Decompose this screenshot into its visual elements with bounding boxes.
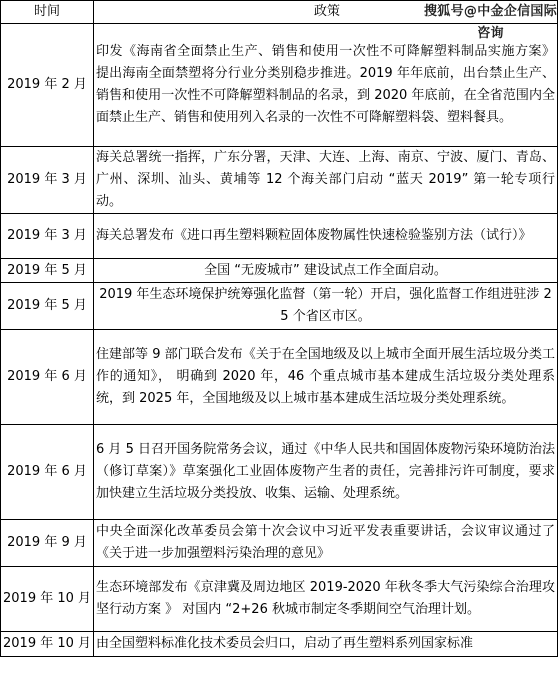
- row-policy: 由全国塑料标准化技术委员会归口，启动了再生塑料系列国家标准: [94, 632, 558, 657]
- table-row: [1, 330, 558, 425]
- row-time: 2019 年 3 月: [1, 214, 94, 259]
- header-policy: 政策: [314, 4, 341, 19]
- row-time: 2019 年 6 月: [1, 330, 94, 425]
- header-time: 时间: [1, 1, 94, 24]
- row-time: 2019 年 10 月: [1, 632, 94, 657]
- row-time: 2019 年 3 月: [1, 147, 94, 214]
- row-time: 2019 年 5 月: [1, 259, 94, 283]
- table-row: [1, 147, 558, 214]
- row-time: 2019 年 2 月: [1, 24, 94, 147]
- row-policy: 生态环境部发布《京津冀及周边地区 2019-2020 年秋冬季大气污染综合治理攻坚行动方案 》 对国内 “2+26 秋城市制定冬季期间空气治理计划。: [94, 567, 558, 632]
- row-policy: 住建部等 9 部门联合发布《关于在全国地级及以上城市全面开展生活垃圾分类工作的通知》， 明确到 2020 年，46 个重点城市基本建成生活垃圾分类处理系统，到 2025 年，全国地级及以上城市基本建成生活垃圾分类处理系统。: [94, 330, 558, 425]
- row-time: 2019 年 9 月: [1, 520, 94, 567]
- row-policy: 海关总署发布《进口再生塑料颗粒固体废物属性快速检验鉴别方法（试行）》: [94, 214, 558, 259]
- row-policy: 印发《海南省全面禁止生产、销售和使用一次性不可降解塑料制品实施方案》 提出海南全面禁塑将分行业分类别稳步推进。2019 年年底前，出台禁止生产、销售和使用一次性不可降解塑料制品的名录，到 2020 年底前，在全省范围内全面禁止生产、销售和使用列入名录的一次性不可降解塑料袋、塑料餐具。: [94, 24, 558, 147]
- table-row: [1, 425, 558, 520]
- row-policy: 中央全面深化改革委员会第十次会议中习近平发表重要讲话，会议审议通过了《关于进一步加强塑料污染治理的意见》: [94, 520, 558, 567]
- table-row: [1, 567, 558, 632]
- watermark-text: 搜狐号@中金企信国际咨询: [424, 4, 558, 41]
- header-policy-cell: [94, 1, 558, 41]
- row-time: 2019 年 6 月: [1, 425, 94, 520]
- table-row: [1, 259, 558, 283]
- row-policy: 6 月 5 日召开国务院常务会议，通过《中华人民共和国固体废物污染环境防治法（修订草案）》草案强化工业固体废物产生者的责任，完善排污许可制度，要求加快建立生活垃圾分类投放、收集、运输、处理系统。: [94, 425, 558, 520]
- table-header-row: [1, 1, 558, 24]
- row-policy: 全国 “无废城市” 建设试点工作全面启动。: [94, 259, 558, 283]
- row-time: 2019 年 10 月: [1, 567, 94, 632]
- table-row: [1, 283, 558, 330]
- row-time: 2019 年 5 月: [1, 283, 94, 330]
- row-policy: 2019 年生态环境保护统筹强化监督（第一轮）开启，强化监督工作组进驻涉 25 个省区市区。: [94, 283, 558, 330]
- row-policy: 海关总署统一指挥，广东分署，天津、大连、上海、南京、宁波、厦门、青岛、广州、深圳、汕头、黄埔等 12 个海关部门启动 “蓝天 2019” 第一轮专项行动。: [94, 147, 558, 214]
- table-row: [1, 520, 558, 567]
- table-row: [1, 214, 558, 259]
- table-row: [1, 632, 558, 657]
